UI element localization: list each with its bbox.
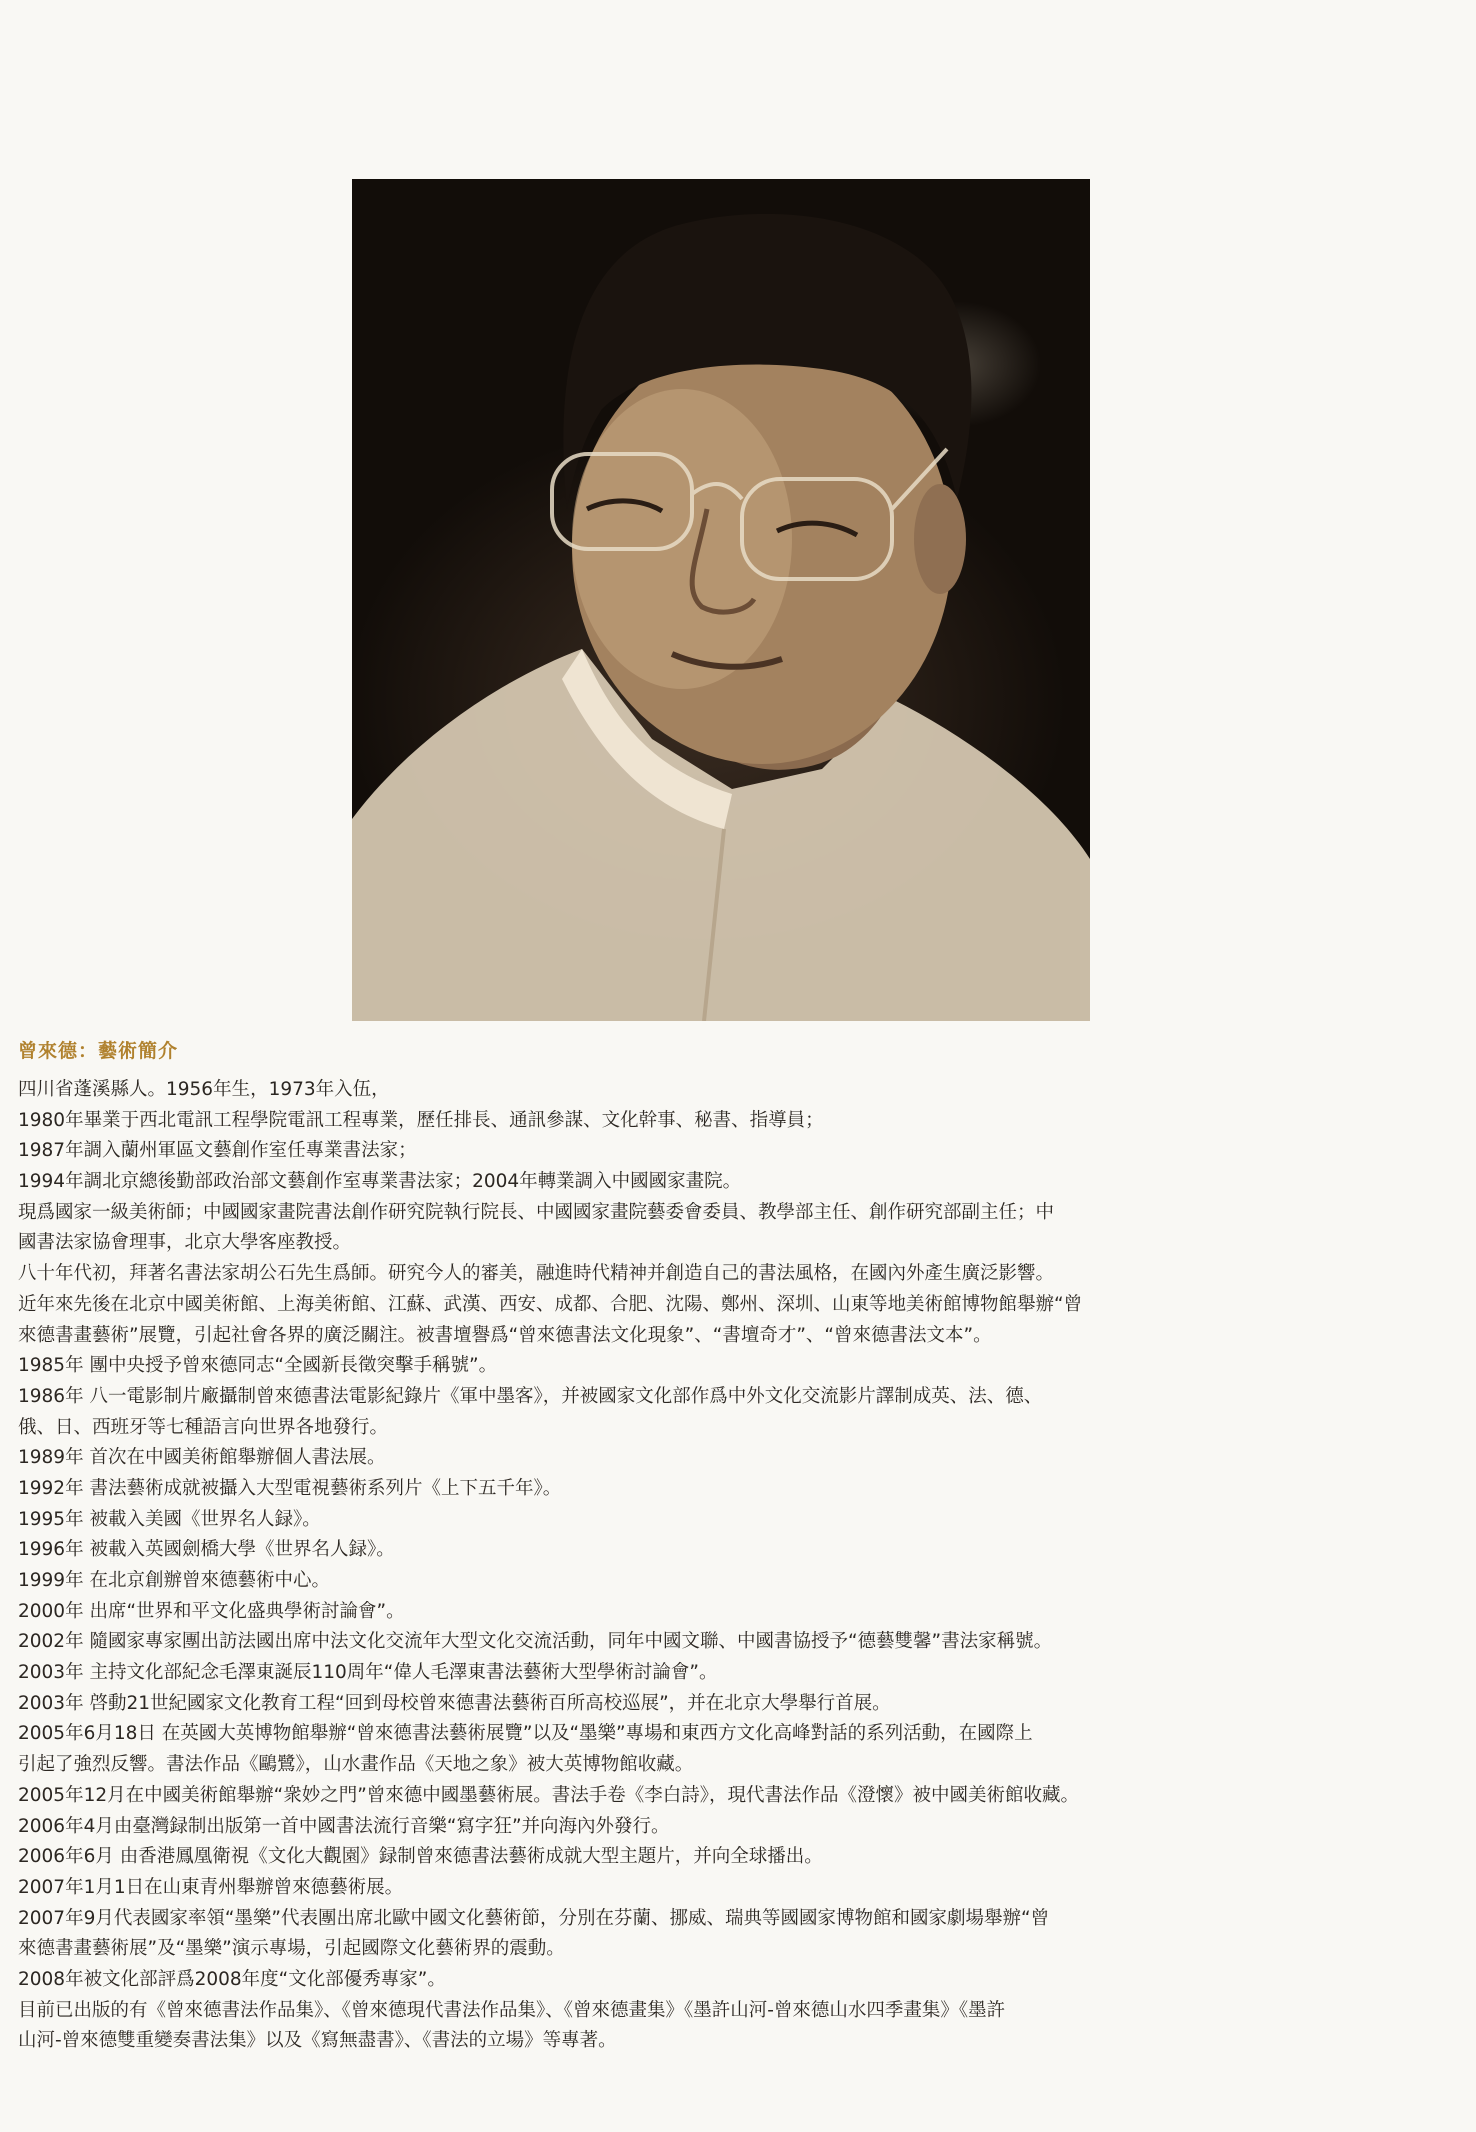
bio-line: 山河-曾來德雙重變奏書法集》以及《寫無盡書》、《書法的立場》等專著。 [18,2030,617,2052]
bio-line: 2008年被文化部評爲2008年度“文化部優秀專家”。 [18,1968,446,1990]
bio-line: 1985年 團中央授予曾來德同志“全國新長徵突擊手稱號”。 [18,1355,498,1377]
bio-line: 1994年調北京總後勤部政治部文藝創作室專業書法家；2004年轉業調入中國國家畫院。 [18,1171,742,1193]
bio-line: 2005年12月在中國美術館舉辦“衆妙之門”曾來德中國墨藝術展。書法手卷《李白詩》，現代書法作品《澄懷》被中國美術館收藏。 [18,1784,1080,1806]
bio-line: 引起了強烈反響。書法作品《鷗鷺》，山水畫作品《天地之象》被大英博物館收藏。 [18,1754,694,1776]
bio-line: 1995年 被載入美國《世界名人録》。 [18,1508,321,1530]
bio-line: 1986年 八一電影制片廠攝制曾來德書法電影紀錄片《軍中墨客》，并被國家文化部作爲中外文化交流影片譯制成英、法、德、 [18,1385,1043,1407]
bio-line: 八十年代初，拜著名書法家胡公石先生爲師。研究今人的審美，融進時代精神并創造自己的書法風格，在國內外產生廣泛影響。 [18,1263,1055,1285]
bio-line: 1999年 在北京創辦曾來德藝術中心。 [18,1570,330,1591]
ear-shape [914,484,966,594]
bio-heading: 曾來德：藝術簡介 [18,1040,179,1062]
bio-line: 2006年4月由臺灣録制出版第一首中國書法流行音樂“寫字狂”并向海內外發行。 [18,1815,670,1837]
bio-line: 2003年 主持文化部紀念毛澤東誕辰110周年“偉人毛澤東書法藝術大型學術討論會”。 [18,1662,718,1684]
bio-line: 1989年 首次在中國美術館舉辦個人書法展。 [18,1447,386,1469]
bio-line: 2002年 隨國家專家團出訪法國出席中法文化交流年大型文化交流活動，同年中國文聯、中國書協授予“德藝雙馨”書法家稱號。 [18,1631,1053,1653]
bio-line: 1980年畢業于西北電訊工程學院電訊工程專業，歷任排長、通訊參謀、文化幹事、秘書、指導員； [18,1109,824,1131]
bio-line: 2000年 出席“世界和平文化盛典學術討論會”。 [18,1600,405,1622]
bio-line: 1992年 書法藝術成就被攝入大型電視藝術系列片《上下五千年》。 [18,1477,562,1499]
bio-line: 1996年 被載入英國劍橋大學《世界名人録》。 [18,1539,395,1561]
bio-line: 1987年調入蘭州軍區文藝創作室任專業書法家； [18,1140,417,1162]
bio-line: 2005年6月18日 在英國大英博物館舉辦“曾來德書法藝術展覽”以及“墨樂”專場和東西方文化高峰對話的系列活動，在國際上 [18,1723,1033,1745]
bio-line: 2007年1月1日在山東青州舉辦曾來德藝術展。 [18,1876,404,1898]
portrait-photo [352,179,1090,1021]
portrait-illustration [352,179,1090,1021]
bio-line: 近年來先後在北京中國美術館、上海美術館、江蘇、武漢、西安、成都、合肥、沈陽、鄭州、深圳、山東等地美術館博物館舉辦“曾 [18,1293,1083,1315]
bio-line: 2003年 啓動21世紀國家文化教育工程“回到母校曾來德書法藝術百所高校巡展”，并在北京大學舉行首展。 [18,1692,891,1714]
bio-line: 來德書畫藝術展”及“墨樂”演示專場，引起國際文化藝術界的震動。 [18,1938,565,1960]
bio-line: 現爲國家一級美術師；中國國家畫院書法創作研究院執行院長、中國國家畫院藝委會委員、教學部主任、創作研究部副主任；中 [18,1201,1055,1223]
bio-line: 來德書畫藝術”展覽，引起社會各界的廣泛關注。被書壇譽爲“曾來德書法文化現象”、“書壇奇才”、“曾來德書法文本”。 [18,1324,992,1346]
bio-line: 俄、日、西班牙等七種語言向世界各地發行。 [18,1416,389,1438]
bio-line: 2007年9月代表國家率領“墨樂”代表團出席北歐中國文化藝術節，分別在芬蘭、挪威、瑞典等國國家博物館和國家劇場舉辦“曾 [18,1907,1050,1929]
bio-line: 國書法家協會理事，北京大學客座教授。 [18,1232,352,1254]
bio-line: 四川省蓬溪縣人。1956年生，1973年入伍， [18,1079,390,1100]
bio-text [18,1075,1464,2057]
bio-line: 2006年6月 由香港鳳凰衛視《文化大觀園》録制曾來德書法藝術成就大型主題片，并向全球播出。 [18,1846,823,1868]
bio-line: 目前已出版的有《曾來德書法作品集》、《曾來德現代書法作品集》、《曾來德畫集》《墨許山河-曾來德山水四季畫集》《墨許 [18,1999,1006,2021]
